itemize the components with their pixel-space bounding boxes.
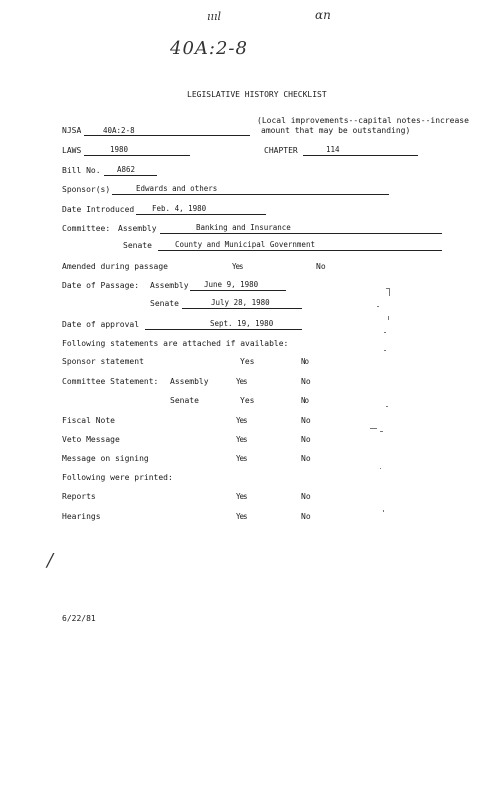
bill-label: Bill No.	[62, 166, 101, 175]
passage-assembly-value: June 9, 1980	[204, 280, 259, 289]
signing-message-no: No	[301, 454, 311, 463]
passage-senate-label: Senate	[150, 299, 179, 308]
scan-speck	[383, 510, 384, 512]
committee-senate-underline	[158, 250, 442, 251]
following-printed-heading: Following were printed:	[62, 473, 173, 482]
date-introduced-label: Date Introduced	[62, 205, 135, 214]
approval-label: Date of approval	[62, 320, 140, 329]
handwritten-mark-left: ıııl	[207, 10, 222, 23]
scan-speck	[388, 316, 389, 320]
committee-senate-value: County and Municipal Government	[175, 240, 315, 249]
amended-yes-struck: Yes	[232, 262, 243, 271]
njsa-underline	[84, 135, 250, 136]
hearings-no: No	[301, 512, 311, 521]
veto-message-label: Veto Message	[62, 435, 120, 444]
committee-statement-label: Committee Statement:	[62, 377, 159, 386]
handwritten-mark-right: ɑn	[315, 8, 331, 22]
committee-assembly-label: Assembly	[118, 224, 157, 233]
signing-message-yes-struck: Yes	[236, 454, 247, 463]
committee-label: Committee:	[62, 224, 111, 233]
sponsors-value: Edwards and others	[136, 184, 218, 193]
passage-label: Date of Passage:	[62, 281, 140, 290]
subject-note-line2: amount that may be outstanding)	[261, 126, 411, 135]
veto-message-yes-struck: Yes	[236, 435, 247, 444]
scan-speck	[389, 288, 390, 296]
bill-underline	[104, 175, 157, 176]
scan-speck	[384, 350, 386, 351]
scan-speck	[384, 332, 386, 333]
passage-senate-value: July 28, 1980	[211, 298, 270, 307]
committee-assembly-underline	[160, 233, 442, 234]
sponsors-underline	[112, 194, 389, 195]
committee-assembly-value: Banking and Insurance	[196, 223, 291, 232]
committee-statement-senate-no-struck: No	[301, 396, 309, 405]
hearings-label: Hearings	[62, 512, 101, 521]
bill-value: A862	[117, 165, 136, 174]
footer-date: 6/22/81	[62, 614, 96, 623]
scan-speck	[370, 428, 377, 429]
fiscal-note-no: No	[301, 416, 311, 425]
chapter-underline	[303, 155, 418, 156]
committee-statement-assembly-no: No	[301, 377, 311, 386]
reports-label: Reports	[62, 492, 96, 501]
passage-assembly-underline	[190, 290, 286, 291]
approval-underline	[145, 329, 302, 330]
scan-speck	[377, 306, 379, 307]
committee-statement-senate-yes: Yes	[240, 396, 255, 405]
scan-speck	[380, 468, 381, 469]
fiscal-note-yes-struck: Yes	[236, 416, 247, 425]
subject-note-line1: (Local improvements--capital notes--increase	[257, 116, 469, 125]
chapter-value: 114	[326, 145, 340, 154]
amended-no: No	[316, 262, 326, 271]
committee-statement-senate-label: Senate	[170, 396, 199, 405]
sponsor-statement-label: Sponsor statement	[62, 357, 144, 366]
laws-value: 1980	[110, 145, 129, 154]
scan-speck	[380, 431, 383, 432]
njsa-value: 40A:2-8	[103, 126, 135, 135]
amended-label: Amended during passage	[62, 262, 168, 271]
reports-yes-struck: Yes	[236, 492, 247, 501]
committee-statement-assembly-label: Assembly	[170, 377, 209, 386]
handwritten-slash: /	[47, 550, 54, 571]
scan-speck	[386, 406, 388, 407]
approval-value: Sept. 19, 1980	[210, 319, 274, 328]
hearings-yes-struck: Yes	[236, 512, 247, 521]
laws-underline	[84, 155, 190, 156]
sponsor-statement-yes: Yes	[240, 357, 255, 366]
date-introduced-value: Feb. 4, 1980	[152, 204, 207, 213]
passage-senate-underline	[182, 308, 302, 309]
signing-message-label: Message on signing	[62, 454, 149, 463]
veto-message-no: No	[301, 435, 311, 444]
page-title: LEGISLATIVE HISTORY CHECKLIST	[187, 90, 327, 99]
sponsors-label: Sponsor(s)	[62, 185, 111, 194]
laws-label: LAWS	[62, 146, 82, 155]
sponsor-statement-no-struck: No	[301, 357, 309, 366]
committee-senate-label: Senate	[123, 241, 152, 250]
passage-assembly-label: Assembly	[150, 281, 189, 290]
fiscal-note-label: Fiscal Note	[62, 416, 115, 425]
njsa-label: NJSA	[62, 126, 82, 135]
following-attached-heading: Following statements are attached if available:	[62, 339, 289, 348]
reports-no: No	[301, 492, 311, 501]
committee-statement-assembly-yes-struck: Yes	[236, 377, 247, 386]
handwritten-statute-code: 40A:2-8	[170, 38, 248, 59]
date-introduced-underline	[136, 214, 266, 215]
chapter-label: CHAPTER	[264, 146, 298, 155]
